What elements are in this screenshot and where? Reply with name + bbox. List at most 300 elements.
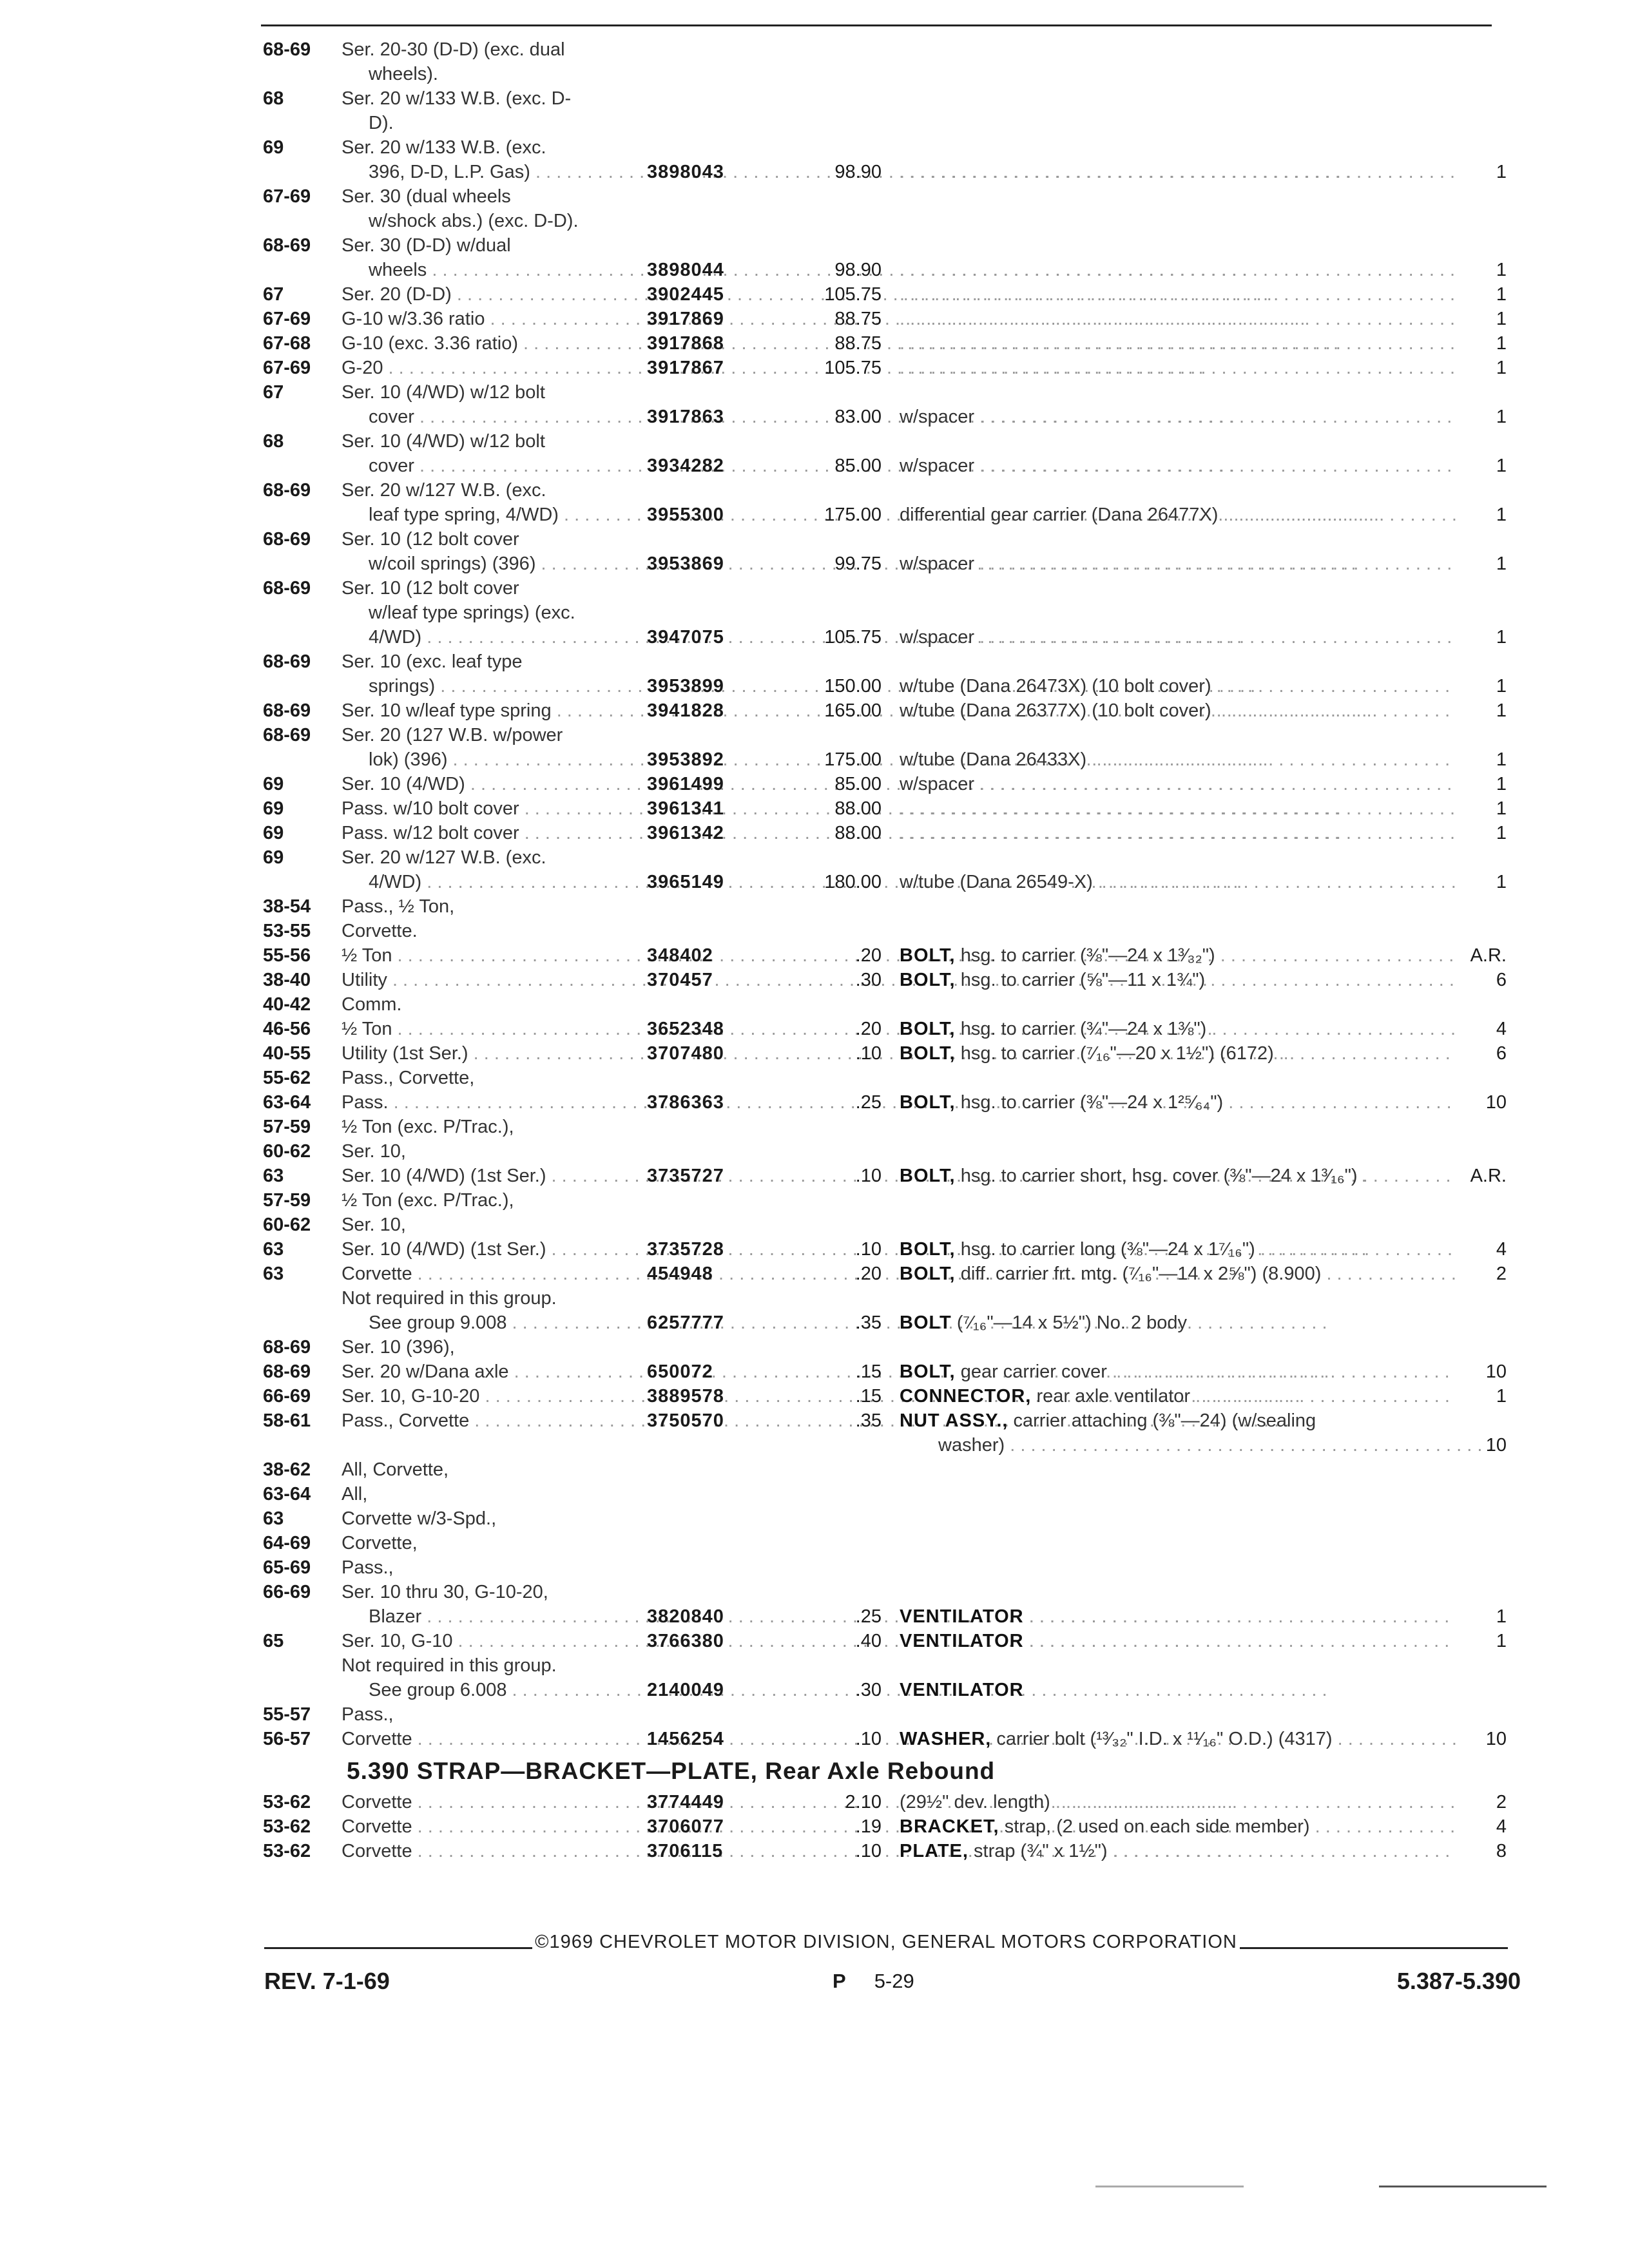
model-years: 60-62 (263, 1215, 311, 1235)
description (900, 1408, 1456, 1433)
application: All, (342, 1484, 368, 1504)
application: 4/WD) . . . (342, 870, 630, 894)
application: ½ Ton (exc. P/Trac.), (342, 1117, 514, 1137)
list-price: 83.00 (834, 407, 882, 427)
part-name: BOLT, (900, 1239, 956, 1260)
table-row (263, 1653, 1521, 1678)
table-row (263, 37, 1521, 62)
table-row (263, 796, 1521, 821)
quantity: 6 (1496, 970, 1507, 990)
application: Pass. w/10 bolt cover . . . (342, 796, 630, 821)
description (900, 674, 1456, 698)
table-row (263, 454, 1521, 478)
list-price: 88.75 (834, 333, 882, 354)
application: Ser. 10 (396), (342, 1337, 455, 1358)
description-text: w/tube (Dana 26433X) (900, 749, 1087, 770)
description (900, 160, 1456, 184)
model-years: 38-62 (263, 1459, 311, 1480)
model-years: 69 (263, 774, 284, 794)
application: Corvette, (342, 1533, 418, 1553)
list-price: 175.00 (824, 749, 882, 770)
application: Pass., ½ Ton, (342, 896, 455, 917)
application: Comm. (342, 994, 402, 1015)
list-price: .15 (855, 1386, 882, 1407)
part-number: 370457 (647, 970, 713, 990)
model-years: 67-69 (263, 186, 311, 207)
application: lok) (396) . . . (342, 747, 630, 772)
copyright-line (264, 1929, 1508, 1955)
part-number: 3917869 (647, 309, 724, 329)
part-name: BOLT, (900, 1361, 956, 1382)
application: Not required in this group. (342, 1655, 557, 1676)
application: G-10 w/3.36 ratio . . . (342, 307, 630, 331)
part-number: 6257777 (647, 1312, 724, 1333)
part-number: 3706077 (647, 1816, 724, 1837)
model-years: 40-42 (263, 994, 311, 1015)
part-number: 3941828 (647, 700, 724, 721)
model-years: 69 (263, 823, 284, 843)
table-row (263, 698, 1521, 723)
quantity: 1 (1496, 284, 1507, 305)
table-row (263, 258, 1521, 282)
model-years: 57-59 (263, 1117, 311, 1137)
application: Corvette . . . (342, 1262, 630, 1286)
description (900, 1727, 1456, 1751)
part-name: BOLT, (900, 1019, 956, 1039)
description (900, 1433, 1495, 1457)
description (900, 503, 1456, 527)
application: leaf type spring, 4/WD) . . . (342, 503, 630, 527)
table-row (263, 184, 1521, 209)
description (900, 552, 1456, 576)
quantity: 4 (1496, 1816, 1507, 1837)
quantity: 10 (1485, 1092, 1507, 1113)
model-years: 53-62 (263, 1816, 311, 1837)
model-years: 68 (263, 88, 284, 109)
quantity: 1 (1496, 774, 1507, 794)
model-years: 68-69 (263, 529, 311, 550)
quantity: A.R. (1470, 945, 1507, 966)
scan-artifact (1095, 2186, 1244, 2187)
part-number: 3917863 (647, 407, 724, 427)
table-row (263, 649, 1521, 674)
table-row (263, 1727, 1521, 1751)
description (900, 307, 1456, 331)
application: Ser. 10 (12 bolt cover (342, 578, 519, 599)
table-row (263, 405, 1521, 429)
part-name: PLATE, (900, 1841, 969, 1861)
part-number: 3786363 (647, 1092, 724, 1113)
part-number: 3735727 (647, 1166, 724, 1186)
list-price: .10 (855, 1166, 882, 1186)
part-name: BOLT (900, 1312, 952, 1333)
description-text: w/tube (Dana 26473X) (10 bolt cover) (900, 676, 1211, 697)
part-number: 2140049 (647, 1680, 724, 1700)
table-row (263, 1555, 1521, 1580)
application: See group 6.008 . . . (342, 1678, 630, 1702)
model-years: 60-62 (263, 1141, 311, 1162)
table-row (263, 429, 1521, 454)
application: wheels). (369, 64, 438, 84)
model-years: 68-69 (263, 700, 311, 721)
model-years: 55-57 (263, 1704, 311, 1725)
application: ½ Ton . . . (342, 1017, 630, 1041)
part-number: 3820840 (647, 1606, 724, 1627)
application: Ser. 10 (4/WD) (1st Ser.) . . . (342, 1237, 630, 1262)
quantity: 1 (1496, 309, 1507, 329)
application: Corvette . . . (342, 1790, 630, 1814)
application: Pass., (342, 1557, 394, 1578)
application: w/leaf type springs) (exc. (369, 602, 575, 623)
table-row (263, 1814, 1521, 1839)
list-price: .20 (855, 1264, 882, 1284)
description (900, 258, 1456, 282)
description-text: carrier bolt (¹³⁄₃₂" I.D. x ¹¹⁄₁₆" O.D.) (4317) (996, 1729, 1333, 1749)
table-row (263, 1041, 1521, 1066)
part-number: 1456254 (647, 1729, 724, 1749)
application: Ser. 20 w/Dana axle . . . (342, 1360, 630, 1384)
table-row (263, 845, 1521, 870)
description-text: w/spacer (900, 407, 975, 427)
application: Corvette. (342, 921, 418, 941)
application: 4/WD) . . . (342, 625, 630, 649)
application: Utility (1st Ser.) . . . (342, 1041, 630, 1066)
page-number-value: 5-29 (874, 1970, 914, 1992)
application: Corvette . . . (342, 1814, 630, 1839)
model-years: 63-64 (263, 1484, 311, 1504)
list-price: .15 (855, 1361, 882, 1382)
list-price: .10 (855, 1841, 882, 1861)
description (900, 405, 1456, 429)
application: Ser. 20 (127 W.B. w/power (342, 725, 563, 745)
application: springs) . . . (342, 674, 630, 698)
part-number: 3953892 (647, 749, 724, 770)
part-number: 3934282 (647, 456, 724, 476)
part-number: 3953869 (647, 553, 724, 574)
table-row (263, 1311, 1521, 1335)
table-row (263, 62, 1521, 86)
description-text: hsg. to carrier (⅝"—11 x 1¾") (960, 970, 1206, 990)
description-text: washer) (938, 1435, 1005, 1456)
table-row (263, 1433, 1521, 1457)
description (900, 1090, 1456, 1115)
part-name: WASHER, (900, 1729, 992, 1749)
model-years: 55-56 (263, 945, 311, 966)
part-name: VENTILATOR (900, 1606, 1024, 1627)
description-text: w/spacer (900, 774, 975, 794)
list-price: 165.00 (824, 700, 882, 721)
quantity: 1 (1496, 505, 1507, 525)
list-price: 98.90 (834, 260, 882, 280)
quantity: 1 (1496, 872, 1507, 892)
application: Ser. 10 (4/WD) w/12 bolt (342, 382, 545, 403)
application: All, Corvette, (342, 1459, 448, 1480)
table-row (263, 1678, 1521, 1702)
table-row (263, 160, 1521, 184)
list-price: .30 (855, 970, 882, 990)
table-row (263, 894, 1521, 919)
table-row (263, 282, 1521, 307)
application: Ser. 20-30 (D-D) (exc. dual (342, 39, 565, 60)
model-years: 67-68 (263, 333, 311, 354)
model-years: 40-55 (263, 1043, 311, 1064)
list-price: 105.75 (824, 627, 882, 648)
application: cover . . . (342, 405, 630, 429)
model-years: 68 (263, 431, 284, 452)
parts-catalog-table (263, 37, 1521, 1863)
page-letter: P (833, 1970, 846, 1992)
quantity: 4 (1496, 1239, 1507, 1260)
part-name: BOLT, (900, 970, 956, 990)
list-price: 85.00 (834, 774, 882, 794)
table-row (263, 576, 1521, 601)
application: Ser. 30 (D-D) w/dual (342, 235, 511, 256)
description (900, 1262, 1456, 1286)
quantity: 1 (1496, 1386, 1507, 1407)
part-number: 3707480 (647, 1043, 724, 1064)
list-price: 175.00 (824, 505, 882, 525)
list-price: 180.00 (824, 872, 882, 892)
description-text: hsg. to carrier (⁷⁄₁₆"—20 x 1½") (6172) (960, 1043, 1274, 1064)
list-price: .35 (855, 1410, 882, 1431)
list-price: .20 (855, 945, 882, 966)
application: Ser. 10 (12 bolt cover (342, 529, 519, 550)
description-text: carrier attaching (⅜"—24) (w/sealing (1013, 1410, 1316, 1431)
quantity: 10 (1485, 1435, 1507, 1456)
table-row (263, 1604, 1521, 1629)
model-years: 66-69 (263, 1386, 311, 1407)
application: Pass., (342, 1704, 394, 1725)
quantity: 1 (1496, 676, 1507, 697)
table-row (263, 1017, 1521, 1041)
application: Ser. 10 w/leaf type spring . . . (342, 698, 630, 723)
part-number: 3953899 (647, 676, 724, 697)
list-price: .20 (855, 1019, 882, 1039)
quantity: 6 (1496, 1043, 1507, 1064)
table-row (263, 1506, 1521, 1531)
quantity: 1 (1496, 1606, 1507, 1627)
quantity: 2 (1496, 1792, 1507, 1812)
description (900, 1017, 1456, 1041)
model-years: 63-64 (263, 1092, 311, 1113)
description (900, 356, 1456, 380)
model-years: 63 (263, 1264, 284, 1284)
application: G-20 . . . (342, 356, 630, 380)
description-text: (⁷⁄₁₆"—14 x 5½") No. 2 body (956, 1312, 1188, 1333)
description (900, 625, 1456, 649)
list-price: 105.75 (824, 284, 882, 305)
part-number: 348402 (647, 945, 713, 966)
description-text: (29½" dev. length) (900, 1792, 1050, 1812)
model-years: 67-69 (263, 309, 311, 329)
list-price: .10 (855, 1729, 882, 1749)
top-rule (261, 24, 1492, 26)
table-row (263, 1629, 1521, 1653)
model-years: 65-69 (263, 1557, 311, 1578)
model-years: 67 (263, 382, 284, 403)
table-row (263, 1164, 1521, 1188)
quantity: 1 (1496, 407, 1507, 427)
part-number: 3706115 (647, 1841, 724, 1861)
application: Ser. 10, G-10-20 . . . (342, 1384, 630, 1408)
application: Pass., Corvette, (342, 1068, 475, 1088)
description-text: w/tube (Dana 26377X) (10 bolt cover) (900, 700, 1211, 721)
model-years: 53-62 (263, 1792, 311, 1812)
part-number: 454948 (647, 1264, 713, 1284)
model-years: 56-57 (263, 1729, 311, 1749)
application: Ser. 10 (4/WD) . . . (342, 772, 630, 796)
list-price: .10 (855, 1239, 882, 1260)
page-number (833, 1965, 914, 1997)
part-number: 3955300 (647, 505, 724, 525)
description-text: hsg. to carrier long (⅜"—24 x 1⁷⁄₁₆") (960, 1239, 1255, 1260)
part-number: 3917868 (647, 333, 724, 354)
description (900, 821, 1456, 845)
table-row (263, 1408, 1521, 1433)
application: Ser. 10, (342, 1215, 406, 1235)
application: Ser. 10, (342, 1141, 406, 1162)
description-text: hsg. to carrier (⅜"—24 x 1³⁄₃₂") (960, 945, 1215, 966)
application: Pass., Corvette . . . (342, 1408, 630, 1433)
description (900, 968, 1456, 992)
description-text: rear axle ventilator (1036, 1386, 1191, 1407)
table-row (263, 1090, 1521, 1115)
model-years: 68-69 (263, 235, 311, 256)
model-years: 58-61 (263, 1410, 311, 1431)
table-row (263, 1384, 1521, 1408)
list-price: .10 (855, 1043, 882, 1064)
table-row (263, 1188, 1521, 1213)
application: Corvette . . . (342, 1727, 630, 1751)
table-row (263, 1457, 1521, 1482)
table-row (263, 625, 1521, 649)
model-years: 68-69 (263, 578, 311, 599)
model-years: 63 (263, 1508, 284, 1529)
quantity: 1 (1496, 700, 1507, 721)
part-number: 650072 (647, 1361, 713, 1382)
group-range: 5.387-5.390 (1396, 1968, 1521, 1994)
model-years: 55-62 (263, 1068, 311, 1088)
section-heading: 5.390 STRAP—BRACKET—PLATE, Rear Axle Rebound (347, 1758, 996, 1784)
quantity: 1 (1496, 798, 1507, 819)
revision-date: REV. 7-1-69 (264, 1968, 390, 1994)
table-row (263, 601, 1521, 625)
table-row (263, 1702, 1521, 1727)
description-text: hsg. to carrier (¾"—24 x 1⅜") (960, 1019, 1207, 1039)
application: Not required in this group. (342, 1288, 557, 1309)
part-name: BOLT, (900, 1166, 956, 1186)
part-name: CONNECTOR, (900, 1386, 1032, 1407)
page-footer (264, 1965, 1521, 1997)
model-years: 63 (263, 1166, 284, 1186)
list-price: .30 (855, 1680, 882, 1700)
model-years: 46-56 (263, 1019, 311, 1039)
model-years: 69 (263, 847, 284, 868)
part-name: BOLT, (900, 1264, 956, 1284)
description (900, 454, 1456, 478)
description (900, 1629, 1456, 1653)
part-number: 3766380 (647, 1631, 724, 1651)
list-price: 105.75 (824, 358, 882, 378)
model-years: 68-69 (263, 39, 311, 60)
description (900, 698, 1456, 723)
part-number: 3889578 (647, 1386, 724, 1407)
description-text: strap (¾" x 1½") (974, 1841, 1108, 1861)
table-row (263, 478, 1521, 503)
quantity: 1 (1496, 162, 1507, 182)
application: Ser. 10 thru 30, G-10-20, (342, 1582, 548, 1602)
description (900, 1384, 1456, 1408)
application: Pass. w/12 bolt cover . . . (342, 821, 630, 845)
application: ½ Ton . . . (342, 943, 630, 968)
description (900, 331, 1456, 356)
table-row (263, 1580, 1521, 1604)
part-name: BRACKET, (900, 1816, 999, 1837)
table-row (263, 1139, 1521, 1164)
application: cover . . . (342, 454, 630, 478)
model-years: 68-69 (263, 480, 311, 501)
list-price: 2.10 (845, 1792, 882, 1812)
list-price: 98.90 (834, 162, 882, 182)
description (900, 943, 1456, 968)
table-row (263, 503, 1521, 527)
table-row (263, 552, 1521, 576)
table-row (263, 356, 1521, 380)
model-years: 57-59 (263, 1190, 311, 1211)
description (900, 1790, 1456, 1814)
description (900, 1360, 1456, 1384)
table-row (263, 674, 1521, 698)
description-text: hsg. to carrier (⅜"—24 x 1²⁵⁄₆₄") (960, 1092, 1224, 1113)
description (900, 1311, 1456, 1335)
application: Pass. . . . (342, 1090, 630, 1115)
list-price: .19 (855, 1816, 882, 1837)
quantity: 10 (1485, 1729, 1507, 1749)
part-name: VENTILATOR (900, 1631, 1024, 1651)
description-text: w/tube (Dana 26549-X) (900, 872, 1093, 892)
table-row (263, 772, 1521, 796)
table-row (263, 331, 1521, 356)
quantity: 1 (1496, 749, 1507, 770)
model-years: 68-69 (263, 1337, 311, 1358)
model-years: 38-40 (263, 970, 311, 990)
application: Ser. 10 (4/WD) (1st Ser.) . . . (342, 1164, 630, 1188)
application: Ser. 20 w/133 W.B. (exc. D- (342, 88, 572, 109)
application: ½ Ton (exc. P/Trac.), (342, 1190, 514, 1211)
application: Ser. 20 w/127 W.B. (exc. (342, 847, 546, 868)
application: G-10 (exc. 3.36 ratio) . . . (342, 331, 630, 356)
part-name: NUT ASSY., (900, 1410, 1008, 1431)
model-years: 68-69 (263, 651, 311, 672)
table-row (263, 1237, 1521, 1262)
part-number: 3652348 (647, 1019, 724, 1039)
description (900, 870, 1456, 894)
description (900, 747, 1456, 772)
application: Corvette . . . (342, 1839, 630, 1863)
list-price: .25 (855, 1606, 882, 1627)
application: wheels . . . (342, 258, 630, 282)
table-row (263, 1066, 1521, 1090)
description-text: w/spacer (900, 553, 975, 574)
model-years: 69 (263, 798, 284, 819)
application: Ser. 20 w/133 W.B. (exc. (342, 137, 546, 158)
application: Ser. 30 (dual wheels (342, 186, 511, 207)
table-row (263, 1335, 1521, 1360)
model-years: 53-62 (263, 1841, 311, 1861)
description (900, 1814, 1456, 1839)
application: Blazer . . . (342, 1604, 630, 1629)
part-number: 3965149 (647, 872, 724, 892)
